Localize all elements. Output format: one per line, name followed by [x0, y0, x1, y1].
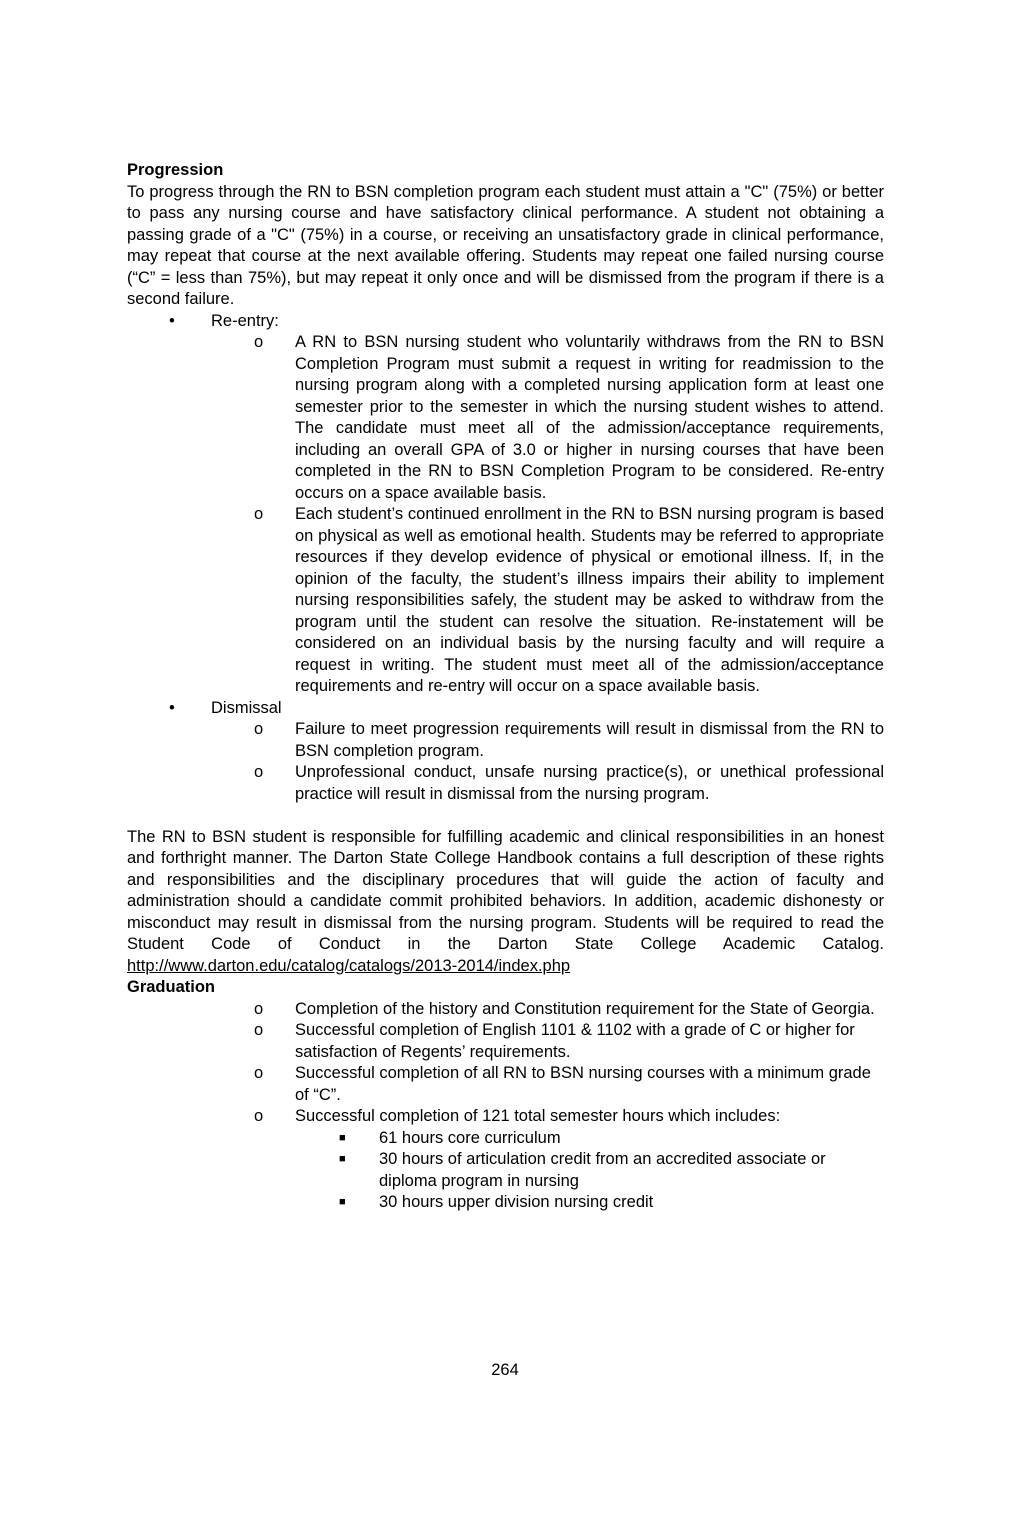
- reentry-label: Re-entry:: [211, 311, 279, 330]
- dismissal-label: Dismissal: [211, 698, 282, 717]
- graduation-heading: Graduation: [127, 978, 216, 996]
- graduation-item-text: Successful completion of English 1101 & 1102 with a grade of C or higher for satisfaction of Regents’ requirements.: [295, 1021, 855, 1061]
- sub-bullet-marker: o: [254, 720, 264, 738]
- graduation-item: [127, 1106, 884, 1128]
- sub-bullet-marker: o: [254, 1064, 264, 1082]
- responsibility-text: The RN to BSN student is responsible for fulfilling academic and clinical responsibilities in an honest and forthright manner. The Darton State College Handbook contains a full description of these rights and responsibilities and the disciplinary procedures that will guide the action of faculty and administration should a candidate commit prohibited behaviors. In addition, academic dishonesty or misconduct may result in dismissal from the nursing program. Students will be required to read the Student Code of Conduct in the Darton State College Academic Catalog.: [127, 827, 884, 953]
- dismissal-item-text: Failure to meet progression requirements will result in dismissal from the RN to BSN completion program.: [295, 720, 884, 760]
- sub-bullet-marker: o: [254, 505, 264, 523]
- catalog-link[interactable]: http://www.darton.edu/catalog/catalogs/2013-2014/index.php: [127, 956, 571, 975]
- hours-item-text: 30 hours upper division nursing credit: [379, 1193, 654, 1211]
- sub-bullet-marker: o: [254, 1107, 264, 1125]
- square-bullet-marker: ■: [339, 1131, 346, 1144]
- progression-heading: Progression: [127, 161, 224, 179]
- bullet-marker: •: [169, 698, 175, 717]
- sub-bullet-marker: o: [254, 763, 264, 781]
- graduation-item: [127, 999, 884, 1021]
- page-number: 264: [491, 1361, 519, 1379]
- square-bullet-marker: ■: [339, 1153, 346, 1165]
- hours-item: [127, 1192, 884, 1214]
- responsibility-paragraph: [127, 827, 884, 978]
- graduation-item: [127, 1020, 884, 1063]
- graduation-item-text: Completion of the history and Constitution requirement for the State of Georgia.: [295, 999, 875, 1018]
- hours-item-text: 61 hours core curriculum: [379, 1128, 561, 1147]
- dismissal-item: [127, 762, 884, 805]
- paragraph-gap: [127, 805, 884, 827]
- graduation-item-text: Successful completion of 121 total semester hours which includes:: [295, 1107, 781, 1125]
- dismissal-bullet: [127, 698, 884, 720]
- dismissal-item-text: Unprofessional conduct, unsafe nursing practice(s), or unethical professional practice will result in dismissal from the nursing program.: [295, 763, 884, 803]
- hours-item: [127, 1149, 884, 1192]
- reentry-item: [127, 504, 884, 698]
- progression-paragraph: To progress through the RN to BSN completion program each student must attain a "C" (75%) or better to pass any nursing course and have satisfactory clinical performance. A student not obtaining a passing grade of a "C" (75%) in a course, or receiving an unsatisfactory grade in clinical performance, may repeat that course at the next available offering. Students may repeat one failed nursing course (“C” = less than 75%), but may repeat it only once and will be dismissed from the program if there is a second failure.: [127, 182, 884, 308]
- dismissal-item: [127, 719, 884, 762]
- document-page: [127, 160, 884, 1214]
- reentry-item-text: A RN to BSN nursing student who voluntarily withdraws from the RN to BSN Completion Program must submit a request in writing for readmission to the nursing program along with a completed nursing application form at least one semester prior to the semester in which the nursing student wishes to attend. The candidate must meet all of the admission/acceptance requirements, including an overall GPA of 3.0 or higher in nursing courses that have been completed in the RN to BSN Completion Program to be considered. Re-entry occurs on a space available basis.: [295, 333, 884, 502]
- hours-item-text: 30 hours of articulation credit from an accredited associate or diploma program in nursing: [379, 1150, 826, 1190]
- sub-bullet-marker: o: [254, 1021, 264, 1039]
- graduation-item-text: Successful completion of all RN to BSN nursing courses with a minimum grade of “C”.: [295, 1064, 871, 1104]
- reentry-item-text: Each student’s continued enrollment in the RN to BSN nursing program is based on physical as well as emotional health. Students may be referred to appropriate resources if they develop evidence of physical or emotional illness. If, in the opinion of the faculty, the student’s illness impairs their ability to implement nursing responsibilities safely, the student may be asked to withdraw from the program until the student can resolve the situation. Re-instatement will be considered on an individual basis by the nursing faculty and will require a request in writing. The student must meet all of the admission/acceptance requirements and re-entry will occur on a space available basis.: [295, 505, 884, 695]
- graduation-item: [127, 1063, 884, 1106]
- reentry-item: [127, 332, 884, 504]
- reentry-bullet: [127, 311, 884, 333]
- square-bullet-marker: ■: [339, 1196, 346, 1208]
- sub-bullet-marker: o: [254, 999, 264, 1018]
- bullet-marker: •: [169, 311, 175, 330]
- sub-bullet-marker: o: [254, 333, 264, 351]
- hours-item: [127, 1128, 884, 1150]
